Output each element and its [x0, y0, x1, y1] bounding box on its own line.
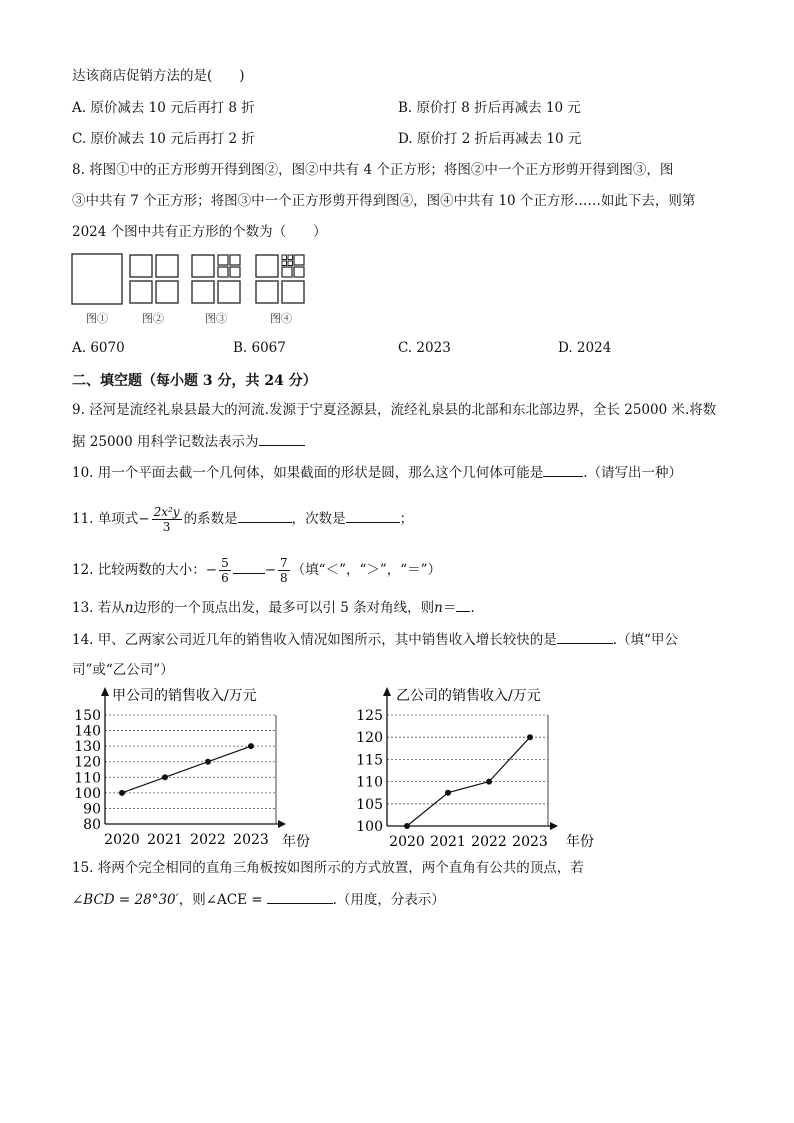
chart-b-ytick-100: 100 [356, 819, 383, 835]
chart-b-ticks [356, 708, 383, 835]
q14-tail: .（填“甲公 [612, 632, 678, 648]
chart-a-y-arrow [101, 687, 109, 696]
q11-minus: − [138, 511, 150, 527]
q9-line2-text: 据 25000 用科学记数法表示为 [72, 434, 259, 450]
q12-denominator1: 6 [221, 571, 229, 585]
chart-a-xticks [104, 832, 269, 848]
q7-option-a: A. 原价减去 10 元后再打 8 折 [72, 100, 255, 116]
q8-stem-line3: 2024 个图中共有正方形的个数为（ ） [72, 224, 327, 240]
q11-numerator: 2x²y [153, 505, 180, 519]
chart-a-ytick-100: 100 [74, 785, 101, 802]
q13-line [72, 597, 475, 618]
chart-b-xtick-2020: 2020 [389, 834, 425, 850]
chart-a-title: 甲公司的销售收入/万元 [112, 688, 257, 704]
q14-line1 [72, 629, 678, 650]
q8-option-a: A. 6070 [72, 340, 125, 356]
q10-answer-blank[interactable] [543, 462, 583, 477]
chart-a-ytick-120: 120 [74, 754, 101, 771]
chart-b-ytick-120: 120 [356, 730, 383, 747]
chart-a-xtick-2022: 2022 [190, 832, 226, 848]
chart-a-ytick-140: 140 [74, 723, 101, 740]
chart-b-point-2022 [486, 779, 492, 785]
q10-tail: .（请写出一种） [583, 465, 683, 481]
figure3-squares [192, 255, 240, 303]
chart-a-series-line [122, 746, 251, 793]
q12-numerator1: 5 [221, 556, 229, 570]
chart-b-ytick-115: 115 [356, 752, 383, 769]
chart-b-xtick-2022: 2022 [471, 834, 507, 850]
chart-b-xtick-2023: 2023 [512, 834, 548, 850]
chart-a-ticks [74, 708, 101, 833]
q8-option-c: C. 2023 [398, 340, 451, 356]
q11-mid: 的系数是 [183, 511, 238, 527]
figure2-caption: 图② [142, 312, 164, 325]
q12-prefix: 12. 比较两数的大小： [72, 562, 206, 578]
chart-a-ytick-80: 80 [83, 817, 101, 833]
q11-mid2: ，次数是 [291, 511, 346, 527]
section-title: 二、填空题（每小题 3 分，共 24 分） [72, 373, 317, 389]
chart-a-point-2022 [205, 759, 211, 765]
chart-a-ytick-110: 110 [74, 770, 101, 787]
chart-a-ytick-90: 90 [83, 801, 101, 818]
q7-option-c: C. 原价减去 10 元后再打 2 折 [72, 131, 255, 147]
chart-a-xtick-2023: 2023 [233, 832, 269, 848]
figure1-square [72, 254, 122, 304]
chart-b-title: 乙公司的销售收入/万元 [396, 688, 541, 704]
chart-b-point-2020 [404, 823, 410, 829]
chart-b-point-2023 [527, 734, 533, 740]
q13-mid: 边形的一个顶点出发，最多可以引 5 条对角线，则 [133, 600, 435, 616]
chart-b-y-arrow [383, 687, 391, 696]
q11-fraction [152, 505, 182, 534]
q12-answer-blank[interactable] [233, 559, 265, 574]
q12-numerator2: 7 [280, 556, 288, 570]
q7-option-d: D. 原价打 2 折后再减去 10 元 [398, 131, 582, 147]
figure3-caption: 图③ [205, 312, 227, 325]
q9-line2 [72, 431, 305, 452]
q13-var-n: n [124, 600, 134, 616]
chart-a-point-2020 [119, 790, 125, 796]
chart-a-ytick-130: 130 [74, 739, 101, 756]
q15-answer-blank[interactable] [267, 889, 333, 904]
q11-denominator: 3 [162, 520, 171, 534]
q7-stem-tail: 达该商店促销方法的是( ) [72, 68, 245, 84]
q14-text: 14. 甲、乙两家公司近几年的销售收入情况如图所示，其中销售收入增长较快的是 [72, 632, 557, 648]
q12-minus2: − [264, 562, 277, 578]
q11-end: ； [399, 511, 414, 527]
q13-answer-blank[interactable] [456, 597, 470, 612]
chart-b-ytick-125: 125 [356, 708, 383, 724]
q8-option-b: B. 6067 [233, 340, 286, 356]
q8-stem-line1: 8. 将图①中的正方形剪开得到图②，图②中共有 4 个正方形；将图②中一个正方形剪开得到图③，图 [72, 162, 674, 178]
q8-option-d: D. 2024 [558, 340, 612, 356]
q12-fraction2 [278, 556, 290, 585]
q14-line2: 司”或“乙公司”） [72, 662, 174, 678]
figure1-caption: 图① [86, 312, 108, 325]
figure4-caption: 图④ [270, 312, 292, 325]
chart-b-xtick-2021: 2021 [430, 834, 466, 850]
q7-option-b: B. 原价打 8 折后再减去 10 元 [398, 100, 581, 116]
chart-b-grid [387, 715, 548, 804]
q9-answer-blank[interactable] [259, 431, 305, 446]
q12-minus1: − [205, 562, 218, 578]
chart-a-axes [101, 687, 286, 828]
chart-b-axes [383, 687, 558, 830]
chart-company-b [352, 680, 612, 852]
q11-prefix: 11. 单项式 [72, 511, 139, 527]
q12-fraction1 [219, 556, 231, 585]
chart-b-ytick-105: 105 [356, 796, 383, 813]
q12-denominator2: 8 [280, 571, 288, 585]
chart-b-ytick-110: 110 [356, 774, 383, 791]
chart-a-xtick-2021: 2021 [147, 832, 183, 848]
chart-a-point-2021 [162, 774, 168, 780]
chart-b-point-2021 [445, 790, 451, 796]
chart-a-grid [105, 715, 276, 808]
q12-suffix: （填“＜”，“＞”，“＝”） [291, 562, 442, 578]
chart-b-xticks [389, 834, 548, 850]
q15-mid: ，则∠ACE = [178, 892, 263, 908]
chart-a-xlabel: 年份 [282, 834, 310, 850]
q15-angle-bcd: ∠BCD = 28°30′ [72, 892, 179, 908]
figure2-squares [130, 255, 178, 303]
chart-b-xlabel: 年份 [566, 834, 594, 850]
q12-line [72, 553, 441, 587]
q8-stem-line2: ③中共有 7 个正方形；将图③中一个正方形剪开得到图④，图④中共有 10 个正方形……如此下去，则第 [72, 193, 696, 209]
q15-line1: 15. 将两个完全相同的直角三角板按如图所示的方式放置，两个直角有公共的顶点，若 [72, 860, 584, 876]
q11-line [72, 502, 413, 536]
chart-a-series [119, 743, 254, 796]
q15-tail: .（用度，分表示） [332, 892, 445, 908]
q14-answer-blank[interactable] [557, 629, 613, 644]
figure4-squares [256, 255, 304, 303]
q10-text: 10. 用一个平面去截一个几何体，如果截面的形状是圆，那么这个几何体可能是 [72, 465, 544, 481]
q9-line1: 9. 泾河是流经礼泉县最大的河流.发源于宁夏泾源县，流经礼泉县的北部和东北部边界，全长 25000 米.将数 [72, 402, 717, 418]
q10-line [72, 462, 682, 483]
q13-var-n2: n [434, 600, 443, 616]
q11-degree-blank[interactable] [346, 508, 400, 523]
q13-prefix: 13. 若从 [72, 600, 125, 616]
chart-a-point-2023 [248, 743, 254, 749]
chart-company-a [70, 680, 320, 852]
chart-a-xtick-2020: 2020 [104, 832, 140, 848]
chart-b-x-arrow [550, 822, 558, 830]
chart-a-ytick-150: 150 [74, 708, 101, 724]
chart-a-x-arrow [278, 820, 286, 828]
q13-end: . [470, 600, 475, 616]
q11-coefficient-blank[interactable] [238, 508, 292, 523]
q13-eq: ＝ [442, 600, 457, 616]
q15-line2 [72, 889, 445, 910]
q8-square-figures [70, 252, 320, 308]
